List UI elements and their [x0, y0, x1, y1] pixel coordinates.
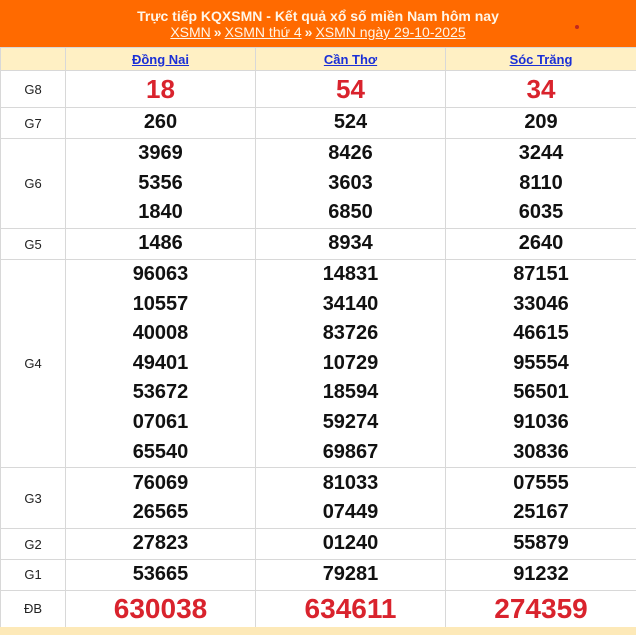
prize-cell — [446, 590, 636, 627]
page-title: Trực tiếp KQXSMN - Kết quả xổ số miền Nam hôm nay — [137, 8, 499, 24]
prize-label: G2 — [1, 529, 66, 560]
breadcrumb-xsmn-thu4[interactable]: XSMN thứ 4 — [224, 24, 302, 40]
prize-number: 96063 — [132, 263, 189, 285]
prize-number: 53672 — [132, 381, 189, 404]
prize-number: 8426 — [328, 142, 373, 165]
prize-number: 81033 — [322, 471, 379, 494]
table-row — [1, 108, 636, 139]
prize-label: G4 — [1, 260, 66, 468]
breadcrumb-separator: » — [304, 24, 313, 40]
prize-number: 25167 — [513, 501, 569, 524]
table-header-row — [1, 48, 636, 71]
prize-number: 10729 — [322, 351, 379, 374]
prize-cell — [446, 71, 636, 108]
prize-cell — [256, 529, 446, 560]
prize-cell — [66, 108, 256, 139]
province-link-soc-trang[interactable]: Sóc Trăng — [509, 51, 573, 67]
prize-number: 95554 — [513, 351, 569, 374]
prize-number: 1486 — [138, 232, 183, 255]
results-table — [0, 47, 636, 628]
prize-label: ĐB — [1, 590, 66, 627]
prize-number: 46615 — [513, 322, 569, 345]
prize-number: 8934 — [328, 232, 373, 255]
prize-number: 260 — [143, 111, 178, 134]
prize-number: 3969 — [138, 142, 183, 165]
prize-number: 3244 — [518, 142, 564, 165]
table-row — [1, 560, 636, 591]
prize-number: 55879 — [513, 532, 569, 555]
prize-cell — [66, 229, 256, 260]
live-dot-icon — [575, 25, 579, 29]
prize-number: 18 — [146, 74, 175, 104]
header-prize — [1, 48, 66, 71]
prize-cell — [446, 468, 636, 529]
prize-number: 209 — [524, 111, 558, 134]
table-row — [1, 590, 636, 627]
prize-number: 34140 — [322, 292, 379, 315]
prize-number: 33046 — [513, 292, 569, 315]
breadcrumb-separator: » — [213, 24, 222, 40]
prize-number: 27823 — [132, 532, 189, 555]
header-province — [66, 48, 256, 71]
prize-cell — [66, 529, 256, 560]
prize-cell — [256, 560, 446, 591]
prize-number: 76069 — [132, 471, 189, 494]
prize-label: G5 — [1, 229, 66, 260]
prize-cell — [446, 229, 636, 260]
prize-number: 01240 — [322, 532, 379, 555]
prize-cell — [256, 71, 446, 108]
table-row — [1, 529, 636, 560]
prize-number: 54 — [336, 74, 365, 104]
breadcrumb-xsmn[interactable]: XSMN — [170, 24, 211, 40]
prize-cell — [446, 560, 636, 591]
prize-number: 87151 — [513, 263, 569, 285]
prize-cell — [66, 560, 256, 591]
header-province — [446, 48, 636, 71]
footer-strip — [0, 627, 636, 635]
prize-cell — [256, 260, 446, 468]
prize-number: 634611 — [304, 592, 397, 624]
prize-cell — [256, 590, 446, 627]
prize-number: 274359 — [494, 592, 588, 624]
prize-cell — [446, 529, 636, 560]
breadcrumb-xsmn-date[interactable]: XSMN ngày 29-10-2025 — [315, 24, 466, 40]
prize-cell — [256, 468, 446, 529]
prize-number: 524 — [333, 111, 368, 134]
prize-number: 18594 — [322, 381, 379, 404]
prize-cell — [66, 260, 256, 468]
prize-cell — [446, 108, 636, 139]
results-banner — [0, 0, 636, 47]
province-link-can-tho[interactable]: Cần Thơ — [323, 51, 378, 67]
prize-number: 10557 — [132, 292, 189, 315]
prize-number: 5356 — [138, 171, 183, 194]
prize-number: 83726 — [322, 322, 379, 345]
prize-number: 49401 — [132, 351, 189, 374]
prize-number: 59274 — [322, 410, 379, 433]
table-row — [1, 229, 636, 260]
prize-number: 79281 — [322, 563, 379, 586]
prize-label: G6 — [1, 139, 66, 229]
prize-number: 1840 — [138, 201, 183, 224]
prize-cell — [66, 468, 256, 529]
header-province — [256, 48, 446, 71]
prize-number: 56501 — [513, 381, 569, 404]
prize-number: 91036 — [513, 410, 569, 433]
prize-number: 07449 — [322, 501, 379, 524]
prize-cell — [256, 108, 446, 139]
prize-cell — [66, 139, 256, 229]
prize-number: 91232 — [513, 563, 569, 586]
table-row — [1, 139, 636, 229]
prize-number: 14831 — [322, 263, 379, 285]
prize-number: 30836 — [513, 440, 569, 463]
prize-cell — [446, 260, 636, 468]
prize-cell — [256, 229, 446, 260]
prize-number: 26565 — [132, 501, 189, 524]
prize-number: 34 — [526, 74, 556, 104]
table-row — [1, 468, 636, 529]
table-row — [1, 71, 636, 108]
table-row — [1, 260, 636, 468]
prize-number: 630038 — [113, 592, 208, 624]
breadcrumb — [0, 24, 636, 40]
prize-number: 65540 — [132, 440, 189, 463]
prize-label: G1 — [1, 560, 66, 591]
prize-number: 53665 — [132, 563, 189, 586]
province-link-dong-nai[interactable]: Đồng Nai — [131, 51, 190, 67]
prize-number: 2640 — [518, 232, 564, 255]
prize-number: 07061 — [132, 410, 189, 433]
prize-cell — [66, 590, 256, 627]
prize-number: 6035 — [518, 201, 564, 224]
prize-label: G8 — [1, 71, 66, 108]
prize-number: 8110 — [519, 171, 563, 194]
prize-number: 6850 — [328, 201, 373, 224]
prize-number: 07555 — [513, 471, 569, 494]
prize-label: G3 — [1, 468, 66, 529]
prize-number: 40008 — [132, 322, 189, 345]
prize-cell — [66, 71, 256, 108]
prize-number: 3603 — [328, 171, 373, 194]
prize-cell — [256, 139, 446, 229]
prize-number: 69867 — [322, 440, 379, 463]
prize-label: G7 — [1, 108, 66, 139]
prize-cell — [446, 139, 636, 229]
